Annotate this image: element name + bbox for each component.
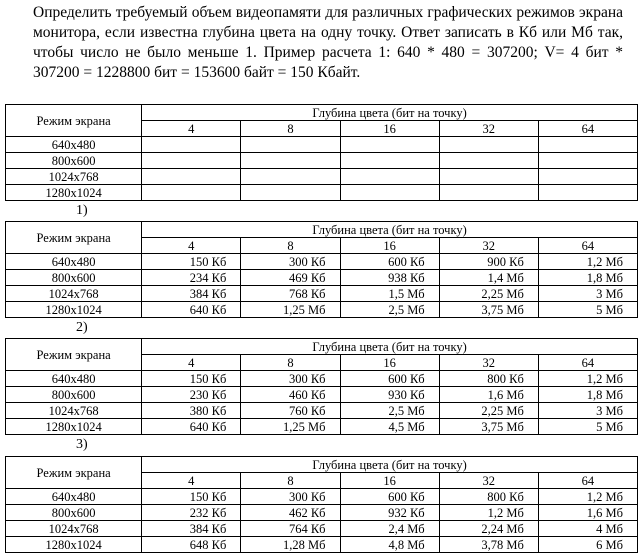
value-cell — [142, 137, 241, 153]
depth-header: 4 — [142, 238, 241, 254]
option-label: 2) — [76, 320, 88, 335]
depth-group-header: Глубина цвета (бит на точку) — [142, 457, 638, 473]
mode-header: Режим экрана — [6, 222, 142, 254]
depth-header: 8 — [241, 473, 340, 489]
depth-group-header: Глубина цвета (бит на точку) — [142, 222, 638, 238]
resolution-cell: 1280x1024 — [6, 302, 142, 318]
table-row — [6, 387, 638, 403]
table-row — [6, 302, 638, 318]
table-row — [6, 371, 638, 387]
value-cell: 2,25 Мб — [439, 403, 538, 419]
value-cell — [340, 153, 439, 169]
value-cell: 640 Кб — [142, 419, 241, 435]
mode-header: Режим экрана — [6, 457, 142, 489]
depth-header: 8 — [241, 121, 340, 137]
value-cell: 1,2 Мб — [538, 489, 637, 505]
value-cell: 768 Кб — [241, 286, 340, 302]
depth-header: 16 — [340, 355, 439, 371]
table-row — [6, 489, 638, 505]
value-cell: 5 Мб — [538, 419, 637, 435]
value-cell: 1,4 Мб — [439, 270, 538, 286]
depth-header: 16 — [340, 473, 439, 489]
value-cell: 380 Кб — [142, 403, 241, 419]
value-cell: 640 Кб — [142, 302, 241, 318]
value-cell: 2,4 Мб — [340, 521, 439, 537]
value-cell — [340, 185, 439, 201]
value-cell: 1,8 Мб — [538, 387, 637, 403]
table-row — [6, 185, 638, 201]
value-cell: 384 Кб — [142, 286, 241, 302]
value-cell: 460 Кб — [241, 387, 340, 403]
value-cell: 384 Кб — [142, 521, 241, 537]
value-cell: 3,75 Мб — [439, 302, 538, 318]
resolution-cell: 640x480 — [6, 489, 142, 505]
depth-header: 64 — [538, 473, 637, 489]
table-row — [6, 137, 638, 153]
table-row — [6, 505, 638, 521]
resolution-cell: 800x600 — [6, 270, 142, 286]
value-cell: 1,2 Мб — [439, 505, 538, 521]
table-row — [6, 419, 638, 435]
depth-header: 64 — [538, 121, 637, 137]
value-cell: 600 Кб — [340, 489, 439, 505]
value-cell: 469 Кб — [241, 270, 340, 286]
resolution-cell: 640x480 — [6, 137, 142, 153]
value-cell: 1,25 Мб — [241, 302, 340, 318]
depth-header: 4 — [142, 355, 241, 371]
value-cell: 230 Кб — [142, 387, 241, 403]
depth-header: 4 — [142, 473, 241, 489]
resolution-cell: 800x600 — [6, 387, 142, 403]
depth-header: 4 — [142, 121, 241, 137]
value-cell — [538, 137, 637, 153]
depth-header: 32 — [439, 238, 538, 254]
resolution-cell: 640x480 — [6, 371, 142, 387]
value-cell: 3 Мб — [538, 286, 637, 302]
value-cell: 462 Кб — [241, 505, 340, 521]
value-cell — [142, 169, 241, 185]
value-cell — [241, 153, 340, 169]
value-cell: 2,5 Мб — [340, 403, 439, 419]
table-row — [6, 286, 638, 302]
value-cell — [439, 153, 538, 169]
value-cell — [241, 137, 340, 153]
resolution-cell: 640x480 — [6, 254, 142, 270]
table-row — [6, 537, 638, 553]
value-cell: 150 Кб — [142, 371, 241, 387]
value-cell: 1,5 Мб — [340, 286, 439, 302]
resolution-cell: 800x600 — [6, 153, 142, 169]
value-cell: 930 Кб — [340, 387, 439, 403]
value-cell: 764 Кб — [241, 521, 340, 537]
value-cell: 1,25 Мб — [241, 419, 340, 435]
value-cell — [439, 185, 538, 201]
value-cell: 2,5 Мб — [340, 302, 439, 318]
value-cell — [439, 137, 538, 153]
value-cell: 4,8 Мб — [340, 537, 439, 553]
value-cell: 760 Кб — [241, 403, 340, 419]
table-row — [6, 521, 638, 537]
value-cell — [439, 169, 538, 185]
value-cell: 150 Кб — [142, 254, 241, 270]
option-table-2 — [5, 338, 638, 435]
depth-header: 8 — [241, 355, 340, 371]
value-cell: 232 Кб — [142, 505, 241, 521]
value-cell: 600 Кб — [340, 371, 439, 387]
value-cell: 4 Мб — [538, 521, 637, 537]
value-cell: 300 Кб — [241, 254, 340, 270]
resolution-cell: 1024x768 — [6, 403, 142, 419]
mode-header: Режим экрана — [6, 339, 142, 371]
value-cell: 3,75 Мб — [439, 419, 538, 435]
table-row — [6, 254, 638, 270]
value-cell: 6 Мб — [538, 537, 637, 553]
value-cell: 932 Кб — [340, 505, 439, 521]
value-cell: 800 Кб — [439, 489, 538, 505]
value-cell: 5 Мб — [538, 302, 637, 318]
value-cell: 600 Кб — [340, 254, 439, 270]
value-cell: 4,5 Мб — [340, 419, 439, 435]
value-cell: 1,6 Мб — [538, 505, 637, 521]
resolution-cell: 1024x768 — [6, 169, 142, 185]
resolution-cell: 1024x768 — [6, 286, 142, 302]
question-table — [5, 104, 638, 201]
depth-header: 32 — [439, 355, 538, 371]
table-row — [6, 169, 638, 185]
value-cell: 800 Кб — [439, 371, 538, 387]
value-cell — [340, 169, 439, 185]
table-row — [6, 153, 638, 169]
value-cell: 3,78 Мб — [439, 537, 538, 553]
depth-header: 16 — [340, 121, 439, 137]
value-cell: 900 Кб — [439, 254, 538, 270]
depth-header: 8 — [241, 238, 340, 254]
depth-header: 64 — [538, 238, 637, 254]
value-cell: 2,24 Мб — [439, 521, 538, 537]
value-cell: 300 Кб — [241, 489, 340, 505]
value-cell — [538, 169, 637, 185]
value-cell — [241, 169, 340, 185]
depth-group-header: Глубина цвета (бит на точку) — [142, 339, 638, 355]
value-cell: 300 Кб — [241, 371, 340, 387]
depth-header: 64 — [538, 355, 637, 371]
resolution-cell: 1280x1024 — [6, 419, 142, 435]
task-text: Определить требуемый объем видеопамяти для различных графических режимов экрана монитора, если известна глубина цвета на одну точку. Ответ записать в Кб или Мб так, чтобы число не было меньше 1. Пример расчета 1: 640 * 480 = 307200; V= 4 бит * 307200 = 1228800 бит = 153600 байт = 150 Кбайт. — [33, 4, 623, 81]
resolution-cell: 800x600 — [6, 505, 142, 521]
value-cell: 1,2 Мб — [538, 371, 637, 387]
option-label: 1) — [76, 203, 88, 218]
depth-header: 32 — [439, 473, 538, 489]
depth-header: 32 — [439, 121, 538, 137]
resolution-cell: 1280x1024 — [6, 537, 142, 553]
value-cell: 1,2 Мб — [538, 254, 637, 270]
value-cell — [340, 137, 439, 153]
option-table-1 — [5, 221, 638, 318]
depth-header: 16 — [340, 238, 439, 254]
depth-group-header: Глубина цвета (бит на точку) — [142, 105, 638, 121]
mode-header: Режим экрана — [6, 105, 142, 137]
value-cell: 938 Кб — [340, 270, 439, 286]
value-cell: 2,25 Мб — [439, 286, 538, 302]
option-label: 3) — [76, 437, 88, 452]
value-cell: 1,8 Мб — [538, 270, 637, 286]
value-cell — [142, 153, 241, 169]
value-cell — [241, 185, 340, 201]
value-cell: 1,28 Мб — [241, 537, 340, 553]
table-row — [6, 403, 638, 419]
value-cell: 1,6 Мб — [439, 387, 538, 403]
value-cell — [538, 153, 637, 169]
table-row — [6, 270, 638, 286]
option-table-3 — [5, 456, 638, 553]
value-cell — [142, 185, 241, 201]
value-cell — [538, 185, 637, 201]
value-cell: 234 Кб — [142, 270, 241, 286]
resolution-cell: 1280x1024 — [6, 185, 142, 201]
value-cell: 3 Мб — [538, 403, 637, 419]
value-cell: 648 Кб — [142, 537, 241, 553]
resolution-cell: 1024x768 — [6, 521, 142, 537]
value-cell: 150 Кб — [142, 489, 241, 505]
